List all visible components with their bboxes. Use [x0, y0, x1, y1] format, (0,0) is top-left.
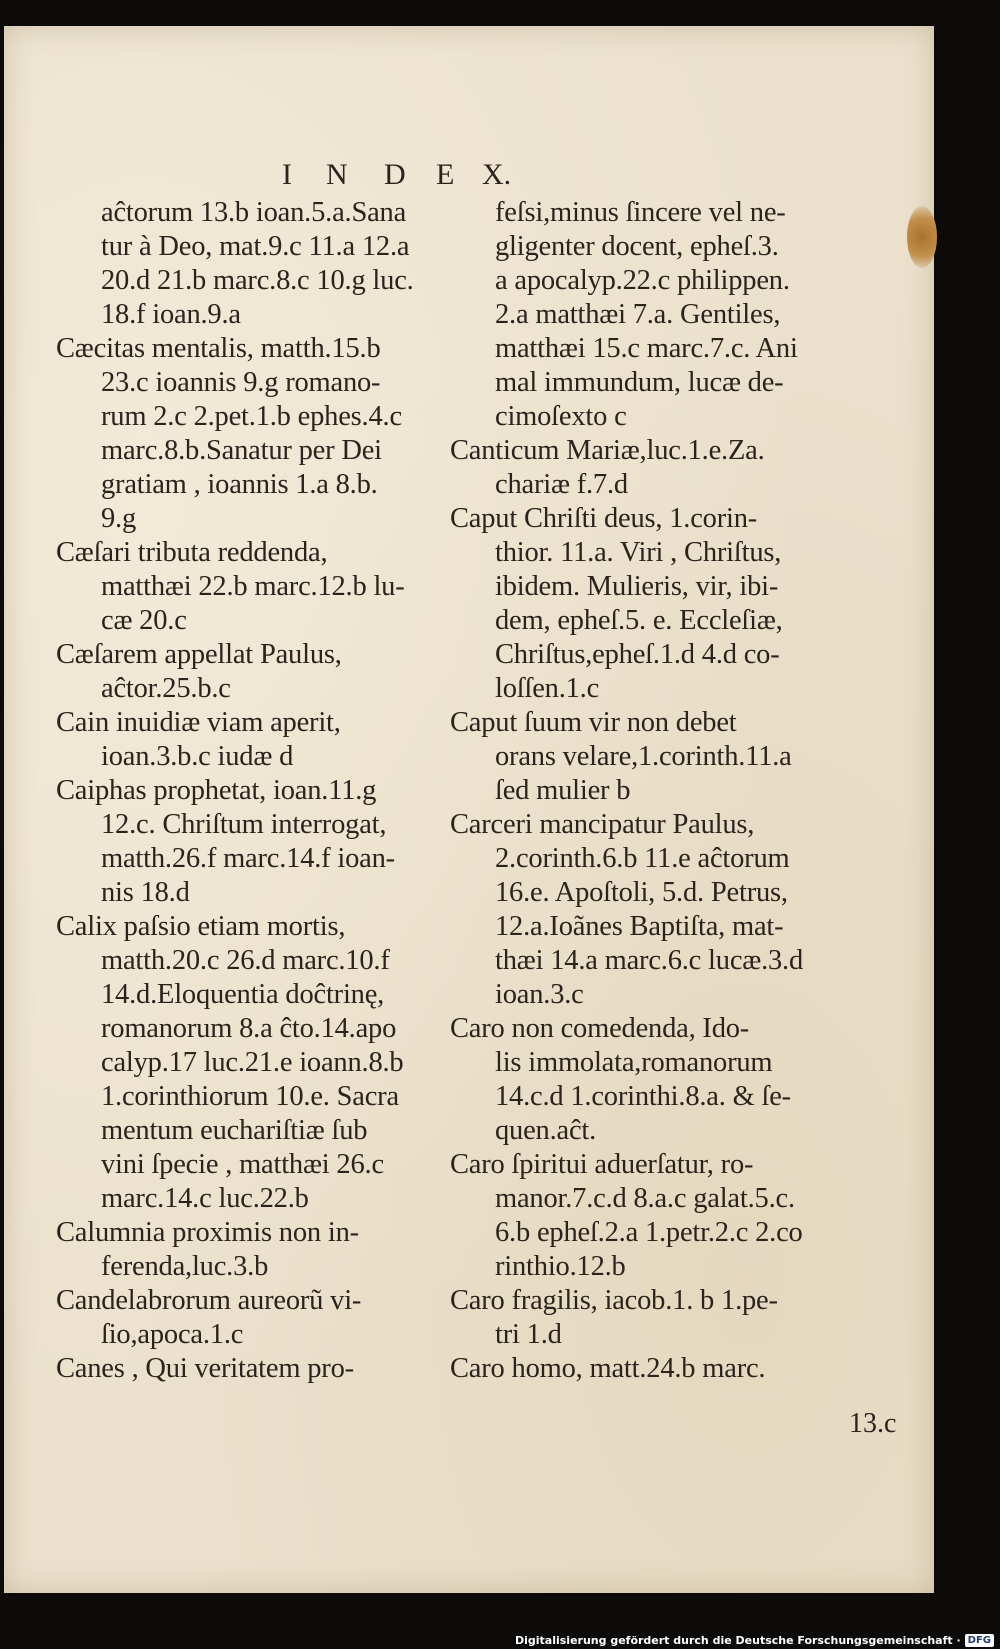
- index-entry-headline: aĉtorum 13.b ioan.5.a.Sana: [101, 197, 407, 228]
- index-entry-line: thior. 11.a. Viri , Chriſtus,: [495, 537, 782, 568]
- index-entry-headline: Carceri mancipatur Paulus,: [450, 809, 755, 840]
- header-letter: N: [326, 158, 348, 191]
- index-entry-line: nis 18.d: [101, 877, 190, 908]
- index-entry-line: lis immolata,romanorum: [495, 1047, 773, 1078]
- index-entry-headline: feſsi,minus ſincere vel ne-: [495, 197, 786, 228]
- index-column-right: [450, 196, 850, 1386]
- index-entry-headline: Cæſari tributa reddenda,: [56, 537, 328, 568]
- header-letter: D: [384, 158, 406, 191]
- index-entry-headline: Caro fragilis, iacob.1. b 1.pe-: [450, 1285, 778, 1316]
- index-entry-line: dem, epheſ.5. e. Eccleſiæ,: [495, 605, 783, 636]
- index-entry-line: romanorum 8.a ĉto.14.apo: [101, 1013, 397, 1044]
- dfg-logo-icon: DFG: [965, 1634, 994, 1647]
- index-column-left: [56, 196, 436, 1386]
- index-entry: [56, 706, 436, 774]
- index-entry-line: matthæi 15.c marc.7.c. Ani: [495, 333, 798, 364]
- index-entry-line: rum 2.c 2.pet.1.b ephes.4.c: [101, 401, 402, 432]
- index-entry: [56, 196, 436, 332]
- index-entry: [56, 774, 436, 910]
- index-entry-line: loſſen.1.c: [495, 673, 600, 704]
- index-entry-line: thæi 14.a marc.6.c lucæ.3.d: [495, 945, 804, 976]
- index-entry-line: 6.b epheſ.2.a 1.petr.2.c 2.co: [495, 1217, 803, 1248]
- index-entry: [450, 196, 850, 434]
- index-entry-headline: Caro ſpiritui aduerſatur, ro-: [450, 1149, 754, 1180]
- index-entry-line: 16.e. Apoſtoli, 5.d. Petrus,: [495, 877, 788, 908]
- page-stain: [907, 206, 937, 268]
- index-entry-line: 14.d.Eloquentia doĉtrinę,: [101, 979, 385, 1010]
- header-letter: X.: [482, 158, 512, 191]
- header-letter: E: [436, 158, 455, 191]
- index-entry-line: 23.c ioannis 9.g romano-: [101, 367, 381, 398]
- index-entry-line: quen.aĉt.: [495, 1115, 597, 1146]
- index-entry-line: ſed mulier b: [495, 775, 631, 806]
- index-entry-headline: Caput Chriſti deus, 1.corin-: [450, 503, 758, 534]
- index-entry-line: matth.26.f marc.14.f ioan-: [101, 843, 395, 874]
- index-entry: [56, 1352, 436, 1386]
- index-entry-line: 14.c.d 1.corinthi.8.a. & ſe-: [495, 1081, 791, 1112]
- index-entry: [56, 1216, 436, 1284]
- index-entry: [450, 706, 850, 808]
- index-entry-line: cæ 20.c: [101, 605, 187, 636]
- index-entry-line: Chriſtus,epheſ.1.d 4.d co-: [495, 639, 780, 670]
- index-entry: [450, 502, 850, 706]
- index-entry-line: gratiam , ioannis 1.a 8.b.: [101, 469, 378, 500]
- index-entry-headline: Calumnia proximis non in-: [56, 1217, 359, 1248]
- index-entry-line: aĉtor.25.b.c: [101, 673, 231, 704]
- index-entry: [450, 1012, 850, 1148]
- index-entry-line: 9.g: [101, 503, 137, 534]
- index-entry-line: calyp.17 luc.21.e ioann.8.b: [101, 1047, 404, 1078]
- index-entry: [56, 910, 436, 1216]
- index-entry-headline: Cæcitas mentalis, matth.15.b: [56, 333, 381, 364]
- header-letter: I: [282, 158, 292, 191]
- index-entry-line: marc.8.b.Sanatur per Dei: [101, 435, 382, 466]
- index-entry-line: mentum euchariſtiæ ſub: [101, 1115, 368, 1146]
- index-entry-headline: Calix paſsio etiam mortis,: [56, 911, 346, 942]
- index-entry-line: 12.c. Chriſtum interrogat,: [101, 809, 387, 840]
- index-entry-line: 2.corinth.6.b 11.e aĉtorum: [495, 843, 790, 874]
- index-entry-headline: Canes , Qui veritatem pro-: [56, 1353, 354, 1384]
- footer-text: Digitalisierung gefördert durch die Deutsche Forschungsgemeinschaft ·: [514, 1634, 961, 1647]
- index-entry-line: rinthio.12.b: [495, 1251, 626, 1282]
- index-entry-line: 12.a.Ioãnes Baptiſta, mat-: [495, 911, 784, 942]
- book-page: [4, 26, 934, 1593]
- index-entry-line: ioan.3.c: [495, 979, 584, 1010]
- index-entry-line: matth.20.c 26.d marc.10.f: [101, 945, 390, 976]
- index-entry-line: tur à Deo, mat.9.c 11.a 12.a: [101, 231, 410, 262]
- index-entry-line: ferenda,luc.3.b: [101, 1251, 269, 1282]
- index-entry-headline: Caput ſuum vir non debet: [450, 707, 737, 738]
- index-entry-line: 18.f ioan.9.a: [101, 299, 241, 330]
- index-entry: [56, 1284, 436, 1352]
- index-entry-line: mal immundum, lucæ de-: [495, 367, 784, 398]
- index-entry-line: chariæ f.7.d: [495, 469, 628, 500]
- index-entry: [450, 434, 850, 502]
- index-entry-line: tri 1.d: [495, 1319, 562, 1350]
- index-entry-headline: Cæſarem appellat Paulus,: [56, 639, 342, 670]
- index-entry-line: 20.d 21.b marc.8.c 10.g luc.: [101, 265, 414, 296]
- index-entry: [56, 638, 436, 706]
- index-entry-line: orans velare,1.corinth.11.a: [495, 741, 792, 772]
- index-entry-line: ioan.3.b.c iudæ d: [101, 741, 294, 772]
- index-entry-line: a apocalyp.22.c philippen.: [495, 265, 790, 296]
- index-entry-line: 2.a matthæi 7.a. Gentiles,: [495, 299, 781, 330]
- index-entry-headline: Caro non comedenda, Ido-: [450, 1013, 750, 1044]
- digitization-footer: [515, 1634, 994, 1647]
- index-entry-line: manor.7.c.d 8.a.c galat.5.c.: [495, 1183, 795, 1214]
- index-entry-line: gligenter docent, epheſ.3.: [495, 231, 779, 262]
- index-entry-line: cimoſexto c: [495, 401, 627, 432]
- index-entry-headline: Cain inuidiæ viam aperit,: [56, 707, 341, 738]
- index-entry-headline: Caro homo, matt.24.b marc.: [450, 1353, 766, 1384]
- index-entry-line: vini ſpecie , matthæi 26.c: [101, 1149, 384, 1180]
- index-entry-headline: Candelabrorum aureorũ vi-: [56, 1285, 362, 1316]
- index-entry: [56, 332, 436, 536]
- index-entry-headline: Canticum Mariæ,luc.1.e.Za.: [450, 435, 765, 466]
- index-entry-line: ſio,apoca.1.c: [101, 1319, 244, 1350]
- index-entry: [450, 1148, 850, 1284]
- index-entry-line: matthæi 22.b marc.12.b lu-: [101, 571, 405, 602]
- catchword: 13.c: [849, 1408, 897, 1439]
- index-entry: [450, 808, 850, 1012]
- index-entry-line: marc.14.c luc.22.b: [101, 1183, 309, 1214]
- index-entry: [56, 536, 436, 638]
- index-entry-headline: Caiphas prophetat, ioan.11.g: [56, 775, 377, 806]
- index-entry-line: ibidem. Mulieris, vir, ibi-: [495, 571, 779, 602]
- index-entry-line: 1.corinthiorum 10.e. Sacra: [101, 1081, 399, 1112]
- index-entry: [450, 1352, 850, 1386]
- index-entry: [450, 1284, 850, 1352]
